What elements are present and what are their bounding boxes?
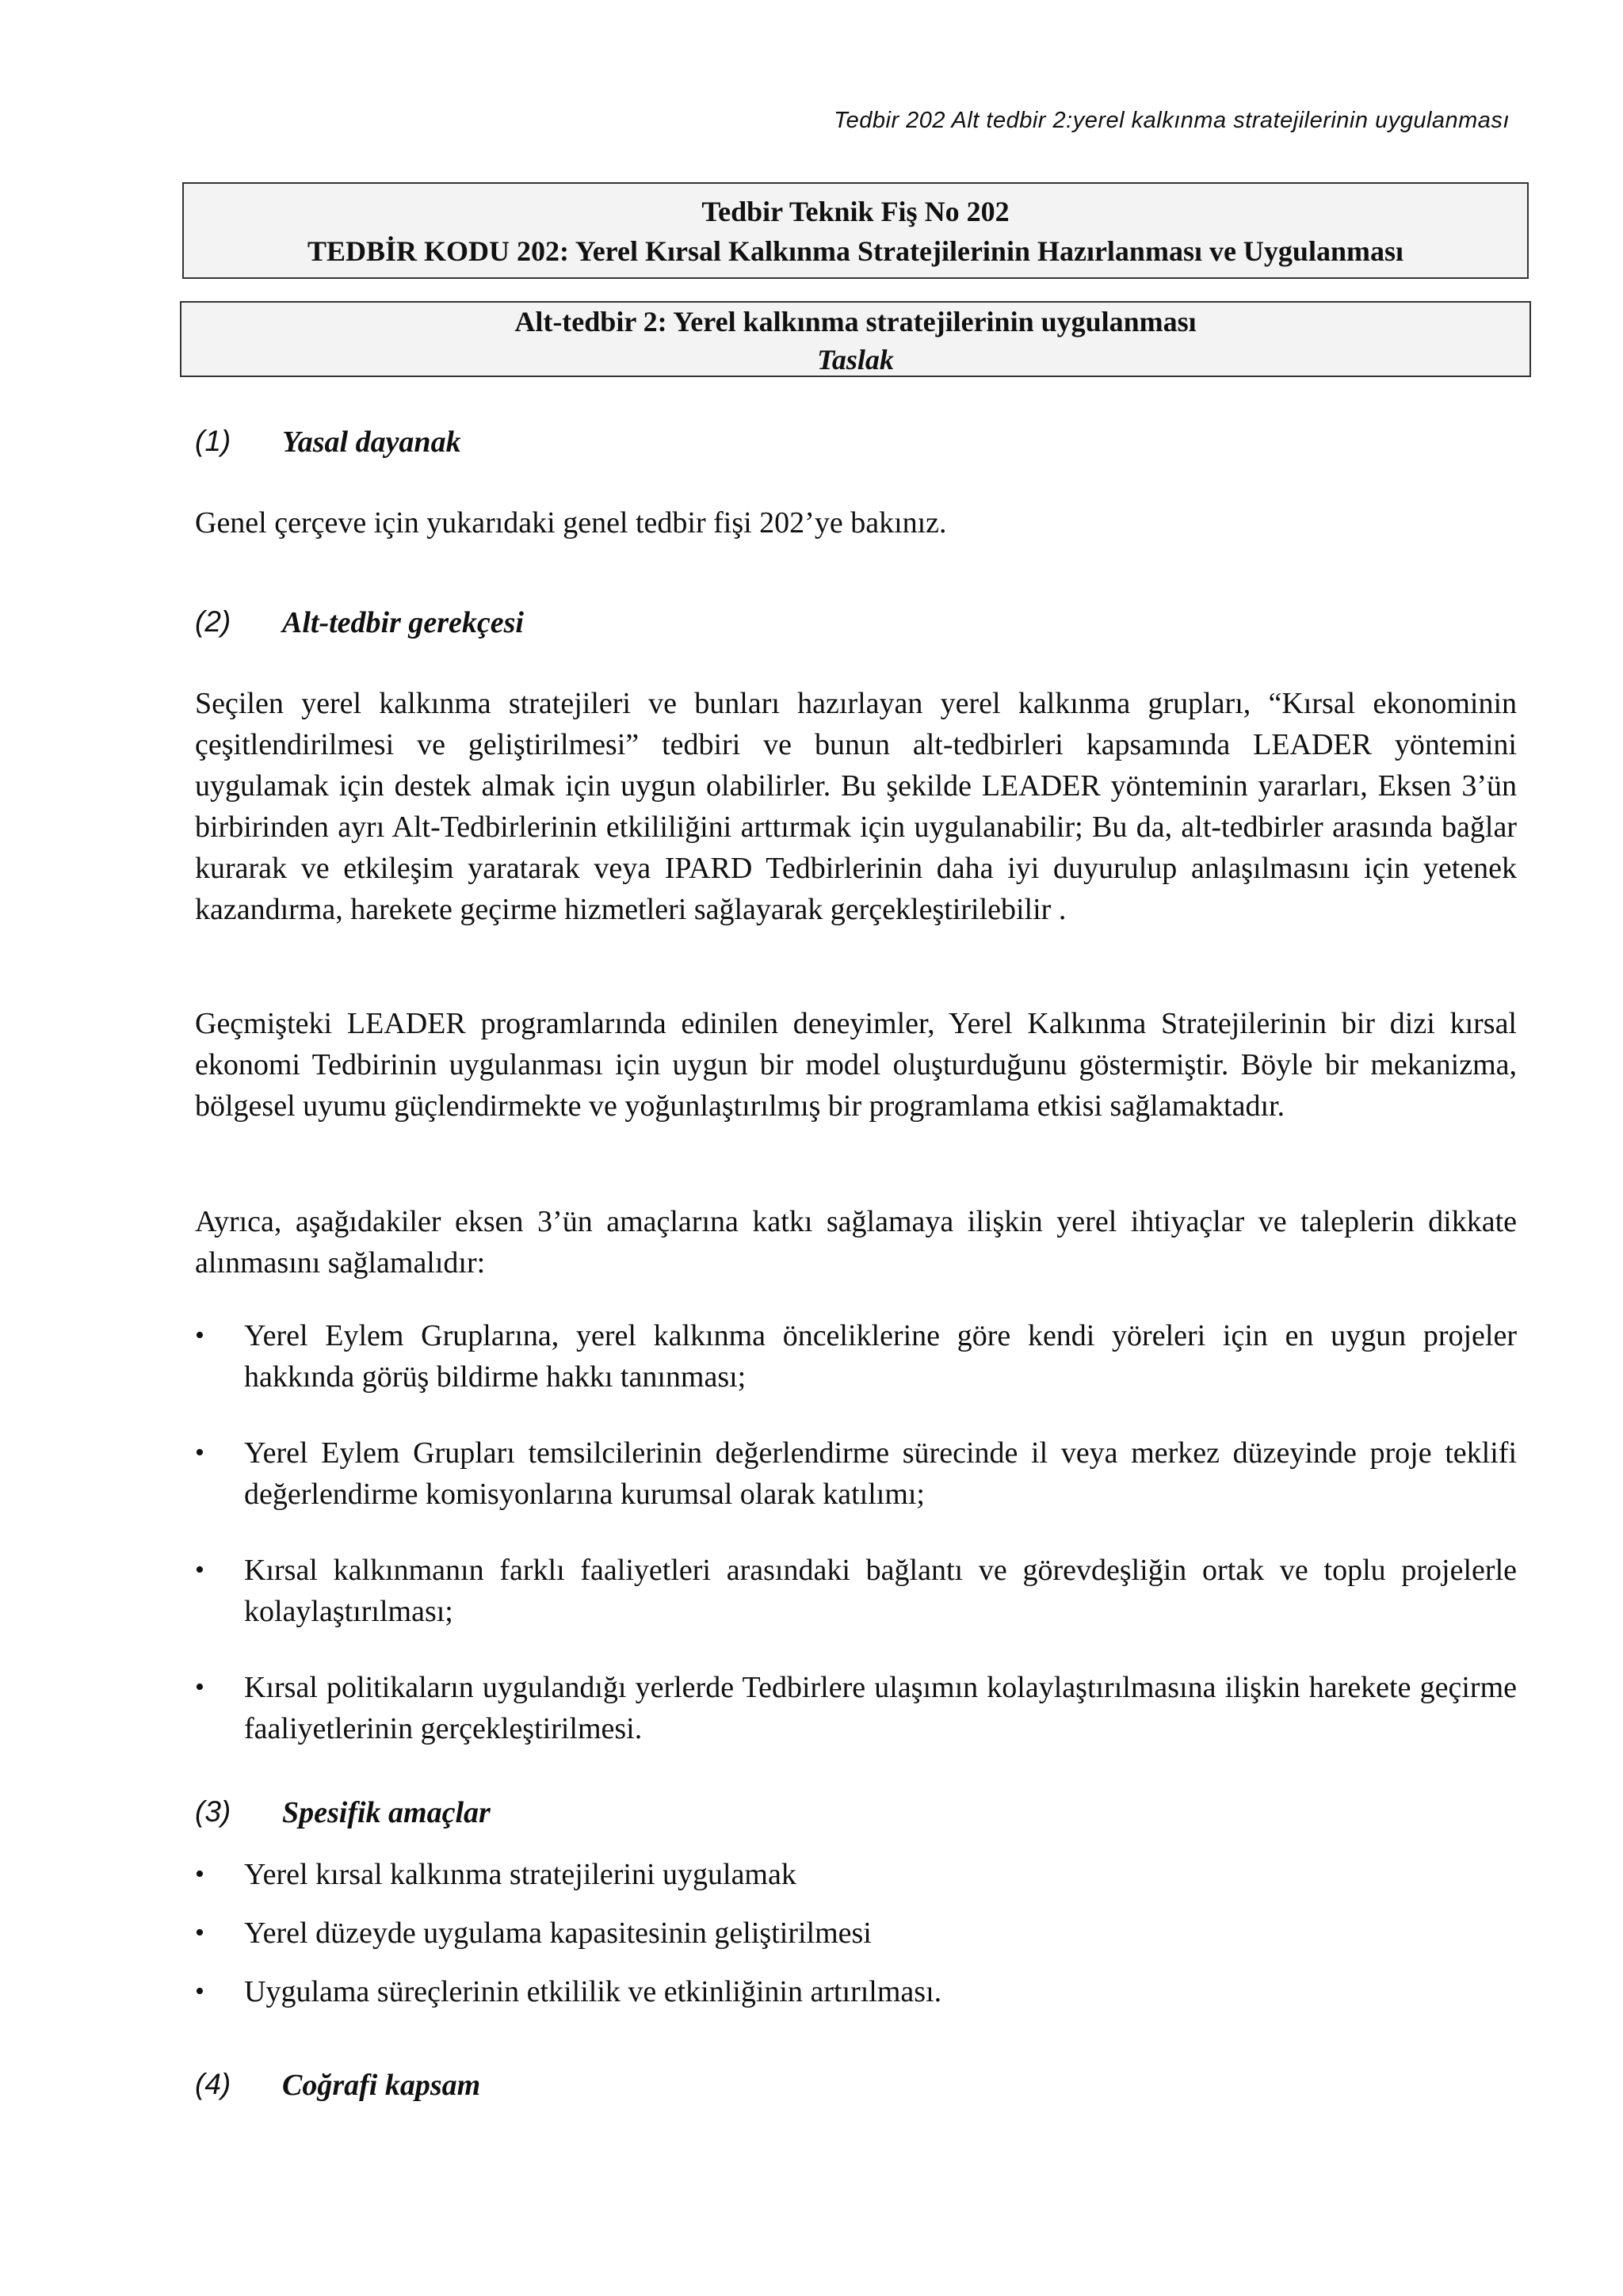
list-item: [195, 1315, 1517, 1398]
list-item-text: Yerel Eylem Gruplarına, yerel kalkınma önceliklerine göre kendi yöreleri için en uygun projeler hakkında görüş bildirme hakkı tanınması;: [244, 1319, 1517, 1394]
section-title: Alt-tedbir gerekçesi: [282, 606, 524, 639]
measure-title-box: [182, 182, 1529, 279]
list-item: [195, 1971, 1517, 2012]
section-title: Yasal dayanak: [282, 425, 461, 459]
list-item: [195, 1913, 1517, 1954]
list-item-text: Yerel Eylem Grupları temsilcilerinin değerlendirme sürecinde il veya merkez düzeyinde proje teklifi değerlendirme komisyonlarına kurumsal olarak katılımı;: [244, 1436, 1517, 1511]
list-item: [195, 1432, 1517, 1515]
bullet-icon: •: [195, 1672, 204, 1702]
list-item-text: Kırsal kalkınmanın farklı faaliyetleri arasındaki bağlantı ve görevdeşliğin ortak ve toplu projelerle kolaylaştırılması;: [244, 1554, 1517, 1628]
section-number: (2): [195, 605, 231, 638]
list-item-text: Uygulama süreçlerinin etkililik ve etkinliğinin artırılması.: [244, 1975, 942, 2008]
rationale-paragraph-2: Geçmişteki LEADER programlarında edinilen deneyimler, Yerel Kalkınma Stratejilerinin bir dizi kırsal ekonomi Tedbirinin uygulanması için uygun bir model oluşturduğunu göstermiştir. Böyle bir mekanizma, bölgesel uyumu güçlendirmekte ve yoğunlaştırılmış bir programlama etkisi sağlamaktadır.: [195, 1007, 1517, 1123]
bullet-icon: •: [195, 1977, 204, 2006]
bullet-icon: •: [195, 1555, 204, 1585]
section-heading-rationale: [195, 605, 524, 640]
submeasure-title-box: [180, 301, 1531, 377]
section-title: Coğrafi kapsam: [282, 2069, 481, 2102]
bullet-icon: •: [195, 1321, 204, 1350]
list-item-text: Kırsal politikaların uygulandığı yerlerde Tedbirlere ulaşımın kolaylaştırılmasına ilişkin harekete geçirme faaliyetlerinin gerçekleştirilmesi.: [244, 1671, 1517, 1745]
rationale-paragraph-1: Seçilen yerel kalkınma stratejileri ve bunları hazırlayan yerel kalkınma grupları, “Kırsal ekonominin çeşitlendirilmesi ve geliştirilmesi” tedbiri ve bunun alt-tedbirleri kapsamında LEADER yöntemini uygulamak için destek almak için uygun olabilirler. Bu şekilde LEADER yönteminin yararları, Eksen 3’ün birbirinden ayrı Alt-Tedbirlerinin etkililiğini arttırmak için uygulanabilir; Bu da, alt-tedbirler arasında bağlar kurarak ve etkileşim yaratarak veya IPARD Tedbirlerinin daha iyi duyurulup anlaşılmasını için yetenek kazandırma, harekete geçirme hizmetleri sağlayarak gerçekleştirilebilir .: [195, 687, 1517, 926]
section-heading-legal-basis: [195, 425, 461, 460]
submeasure-title: Alt-tedbir 2: Yerel kalkınma stratejilerinin uygulanması: [514, 306, 1197, 338]
section-heading-specific-objectives: [195, 1795, 491, 1830]
section-number: (4): [195, 2068, 231, 2100]
legal-basis-text: Genel çerçeve için yukarıdaki genel tedbir fişi 202’ye bakınız.: [195, 506, 947, 540]
list-item-text: Yerel düzeyde uygulama kapasitesinin geliştirilmesi: [244, 1917, 872, 1950]
list-item: [195, 1854, 1517, 1895]
bullet-icon: •: [195, 1918, 204, 1947]
measure-code-title: TEDBİR KODU 202: Yerel Kırsal Kalkınma Stratejilerinin Hazırlanması ve Uygulanması: [307, 235, 1403, 267]
list-item: [195, 1550, 1517, 1632]
running-header: Tedbir 202 Alt tedbir 2:yerel kalkınma stratejilerinin uygulanması: [834, 108, 1510, 133]
measure-fiche-title: Tedbir Teknik Fiş No 202: [701, 196, 1010, 227]
section-title: Spesifik amaçlar: [282, 1796, 491, 1829]
section-number: (1): [195, 425, 231, 457]
bullet-icon: •: [195, 1859, 204, 1889]
draft-label: Taslak: [817, 344, 894, 376]
bullet-icon: •: [195, 1438, 204, 1467]
list-item-text: Yerel kırsal kalkınma stratejilerini uygulamak: [244, 1858, 796, 1891]
section-heading-geographic-scope: [195, 2068, 480, 2103]
rationale-paragraph-3: Ayrıca, aşağıdakiler eksen 3’ün amaçlarına katkı sağlamaya ilişkin yerel ihtiyaçlar ve taleplerin dikkate alınmasını sağlamalıdır:: [195, 1205, 1517, 1280]
list-item: [195, 1667, 1517, 1749]
section-number: (3): [195, 1795, 231, 1828]
